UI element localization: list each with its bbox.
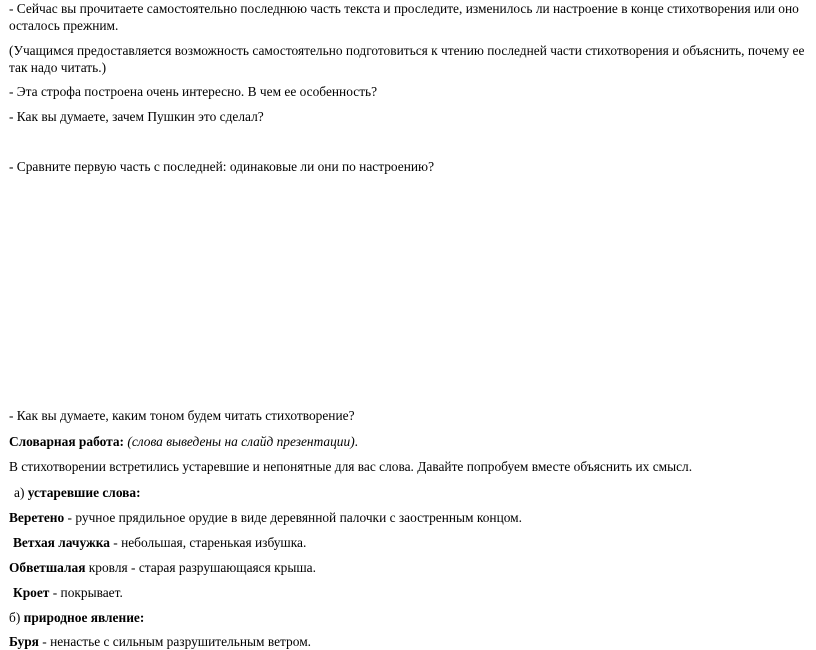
term-definition: кровля - старая разрушающаяся крыша.	[85, 560, 316, 575]
vocab-heading: Словарная работа:	[9, 434, 124, 449]
vocab-note: (слова выведены на слайд презентации)	[127, 434, 355, 449]
vocab-heading-line	[9, 433, 809, 450]
term-item	[9, 633, 809, 650]
term-definition: - ненастье с сильным разрушительным ветром.	[38, 634, 312, 649]
vocab-note-period: .	[354, 434, 359, 449]
term-word: Кроет	[13, 585, 50, 600]
term-item	[9, 509, 809, 526]
section-a-heading	[14, 484, 814, 501]
question-pushkin-why: - Как вы думаете, зачем Пушкин это сделал?	[9, 109, 264, 124]
term-definition: - небольшая, старенькая избушка.	[109, 535, 307, 550]
question-stanza-feature: - Эта строфа построена очень интересно. В чем ее особенность?	[9, 84, 378, 99]
intro-line-2: осталось прежним.	[9, 18, 119, 33]
section-a-prefix: а)	[14, 485, 25, 500]
teacher-note-paragraph	[9, 42, 809, 76]
term-item	[13, 534, 813, 551]
note-line-1: (Учащимся предоставляется возможность самостоятельно подготовиться к чтению последней части стихотворения и объяснить, почему ее	[9, 43, 805, 58]
term-definition: - покрывает.	[49, 585, 123, 600]
vocab-intro: В стихотворении встретились устаревшие и непонятные для вас слова. Давайте попробуем вместе объяснить их смысл.	[9, 459, 693, 474]
section-a-title: устаревшие слова:	[27, 485, 141, 500]
note-line-2: так надо читать.)	[9, 60, 107, 75]
intro-line-1: - Сейчас вы прочитаете самостоятельно последнюю часть текста и проследите, изменилось ли настроение в конце стихотворения или оно	[9, 1, 799, 16]
term-word: Буря	[9, 634, 39, 649]
question-reading-tone: - Как вы думаете, каким тоном будем читать стихотворение?	[9, 408, 355, 423]
section-b-title: природное явление:	[23, 610, 145, 625]
term-word: Ветхая лачужка	[13, 535, 110, 550]
section-b-heading	[9, 609, 809, 626]
intro-paragraph	[9, 0, 809, 34]
section-b-prefix: б)	[9, 610, 21, 625]
term-item	[9, 559, 809, 576]
question-compare-parts: - Сравните первую часть с последней: одинаковые ли они по настроению?	[9, 159, 435, 174]
term-word: Веретено	[9, 510, 65, 525]
term-item	[13, 584, 813, 601]
term-definition: - ручное прядильное орудие в виде деревянной палочки с заостренным концом.	[64, 510, 522, 525]
term-word: Обветшалая	[9, 560, 86, 575]
